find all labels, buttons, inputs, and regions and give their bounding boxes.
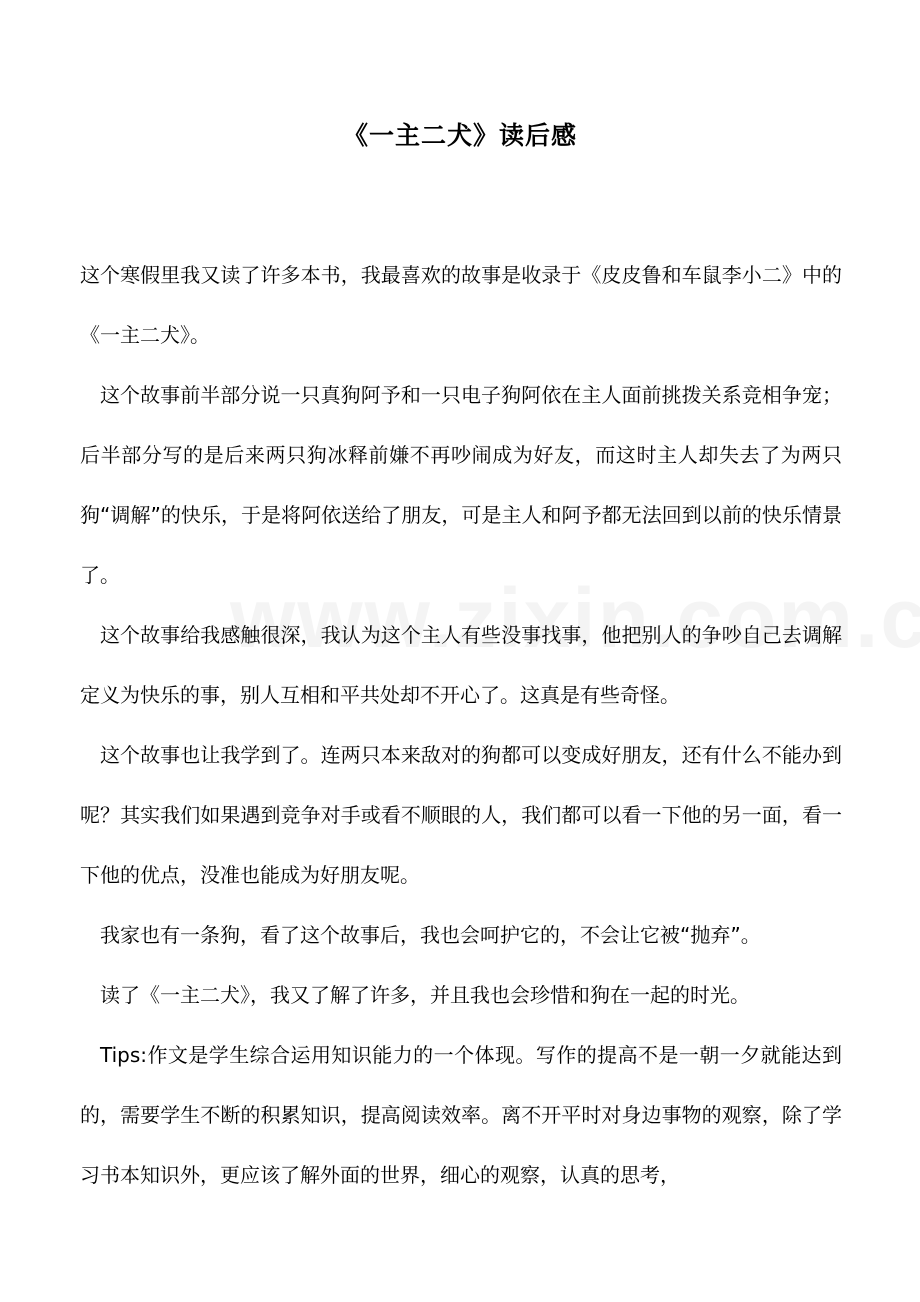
- paragraph-4: 这个故事也让我学到了。连两只本来敌对的狗都可以变成好朋友，还有什么不能办到呢？其实我们如果遇到竞争对手或看不顺眼的人，我们都可以看一下他的另一面，看一下他的优点，没准也能成为好朋友呢。: [80, 743, 842, 887]
- paragraph-5: 我家也有一条狗，看了这个故事后，我也会呵护它的，不会让它被“抛弃”。: [100, 923, 761, 947]
- document-title: 《一主二犬》读后感: [342, 121, 577, 150]
- paragraph-6: 读了《一主二犬》，我又了解了许多，并且我也会珍惜和狗在一起的时光。: [100, 983, 750, 1007]
- paragraph-3: 这个故事给我感触很深，我认为这个主人有些没事找事，他把别人的争吵自己去调解定义为快乐的事，别人互相和平共处却不开心了。这真是有些奇怪。: [80, 623, 842, 707]
- paragraph-1: 这个寒假里我又读了许多本书，我最喜欢的故事是收录于《皮皮鲁和车鼠李小二》中的《一主二犬》。: [80, 263, 842, 347]
- document-body: [80, 245, 842, 1205]
- paragraph-2: 这个故事前半部分说一只真狗阿予和一只电子狗阿依在主人面前挑拨关系竞相争宠；后半部分写的是后来两只狗冰释前嫌不再吵闹成为好友，而这时主人却失去了为两只狗“调解”的快乐，于是将阿依送给了朋友，可是主人和阿予都无法回到以前的快乐情景了。: [80, 383, 842, 587]
- paragraph-7-tips: Tips:作文是学生综合运用知识能力的一个体现。写作的提高不是一朝一夕就能达到的，需要学生不断的积累知识，提高阅读效率。离不开平时对身边事物的观察，除了学习书本知识外，更应该了解外面的世界，细心的观察，认真的思考，: [80, 1043, 842, 1187]
